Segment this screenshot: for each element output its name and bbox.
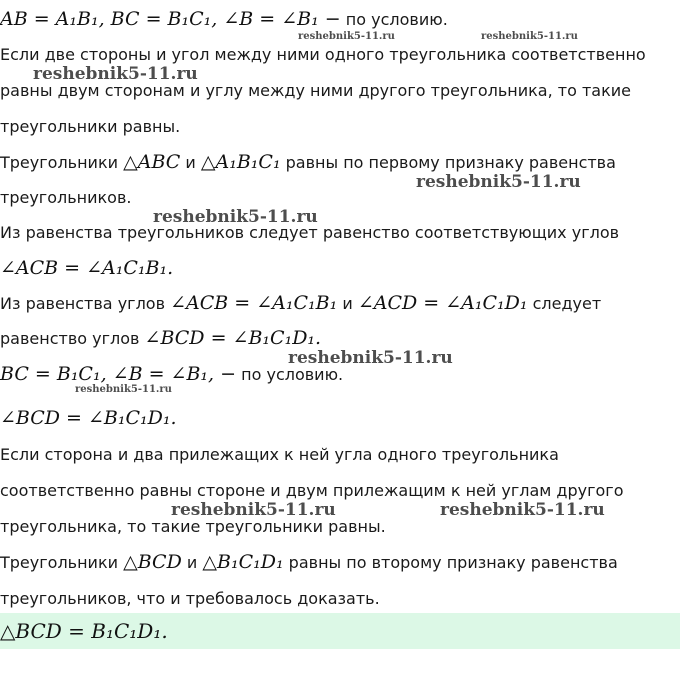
text: треугольников, что и требовалось доказать. — [0, 589, 380, 608]
line-14 — [0, 480, 624, 502]
text: Треугольники — [0, 553, 124, 572]
text: и — [337, 294, 358, 313]
answer-highlight — [0, 613, 680, 649]
watermark: reshebnik5-11.ru — [416, 172, 581, 192]
text: следует — [527, 294, 602, 313]
text: Из равенства углов — [0, 294, 171, 313]
math-expression: ∠BCD = ∠B₁C₁D₁. — [144, 327, 322, 349]
math-expression: △ABC — [123, 151, 181, 173]
text: Если две стороны и угол между ними одного треугольника соответственно — [0, 45, 646, 64]
answer-expression: △BCD = B₁C₁D₁. — [0, 619, 168, 643]
text: по условию. — [236, 365, 344, 384]
line-6 — [0, 187, 131, 209]
watermark: reshebnik5-11.ru — [33, 64, 198, 84]
line-17 — [0, 588, 380, 610]
text: равны по второму признаку равенства — [283, 553, 618, 572]
line-2 — [0, 44, 646, 66]
watermark: reshebnik5-11.ru — [75, 384, 172, 395]
line-5 — [0, 151, 616, 174]
math-expression: ∠ACB = ∠A₁C₁B₁ — [170, 292, 338, 314]
text: Треугольники — [0, 153, 124, 172]
watermark: reshebnik5-11.ru — [440, 500, 605, 520]
line-9 — [0, 292, 601, 315]
math-expression: △B₁C₁D₁ — [202, 551, 284, 573]
watermark: reshebnik5-11.ru — [481, 31, 578, 42]
math-expression: ∠ACD = ∠A₁C₁D₁ — [357, 292, 528, 314]
watermark: reshebnik5-11.ru — [288, 348, 453, 368]
line-13 — [0, 444, 559, 466]
text: треугольники равны. — [0, 117, 181, 136]
line-1 — [0, 8, 448, 31]
text: Из равенства треугольников следует равенство соответствующих углов — [0, 223, 620, 242]
math-expression: AB = A₁B₁, BC = B₁C₁, ∠B = ∠B₁ − — [0, 8, 341, 30]
text: соответственно равны стороне и двум прилежащим к ней углам другого — [0, 481, 624, 500]
watermark: reshebnik5-11.ru — [171, 500, 336, 520]
text: равны двум сторонам и углу между ними другого треугольника, то такие — [0, 81, 631, 100]
math-expression: ∠BCD = ∠B₁C₁D₁. — [0, 407, 177, 429]
text: и — [181, 553, 203, 572]
line-10 — [0, 327, 321, 350]
watermark: reshebnik5-11.ru — [153, 207, 318, 227]
text: равны по первому признаку равенства — [280, 153, 616, 172]
math-expression: △A₁B₁C₁ — [200, 151, 281, 173]
text: треугольников. — [0, 188, 132, 207]
line-16 — [0, 551, 618, 574]
math-expression: △BCD — [123, 551, 182, 573]
text: треугольника, то такие треугольники равны. — [0, 517, 386, 536]
line-4 — [0, 116, 180, 138]
math-expression: BC = B₁C₁, ∠B = ∠B₁, − — [0, 363, 237, 385]
watermark: reshebnik5-11.ru — [298, 31, 395, 42]
text: равенство углов — [0, 329, 145, 348]
text: по условию. — [340, 10, 448, 29]
math-expression: ∠ACB = ∠A₁C₁B₁. — [0, 257, 174, 279]
line-12 — [0, 407, 177, 430]
text: и — [180, 153, 201, 172]
text: Если сторона и два прилежащих к ней угла одного треугольника — [0, 445, 559, 464]
line-8 — [0, 257, 173, 280]
